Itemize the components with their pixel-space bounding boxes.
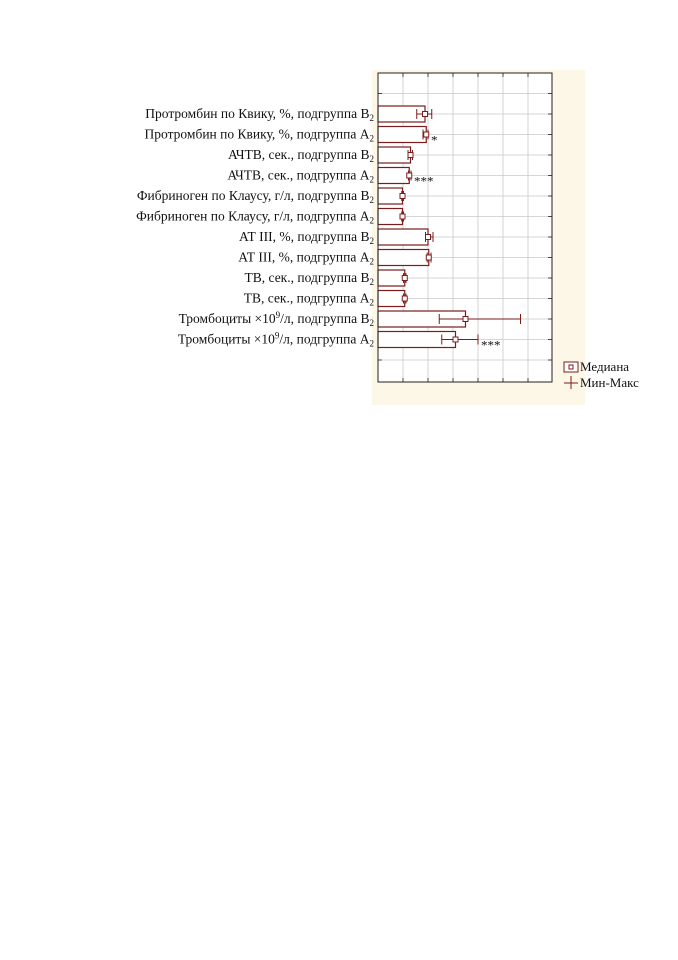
y-tick-label: АТ III, %, подгруппа $A_2$ bbox=[238, 249, 374, 267]
significance-label: *** bbox=[481, 337, 501, 353]
significance-label: *** bbox=[414, 173, 434, 189]
y-tick-label: Протромбин по Квику, %, подгруппа $A_2$ bbox=[144, 126, 374, 144]
median-point bbox=[453, 337, 458, 342]
y-tick-label: Тромбоциты $\times 10^9/л$, подгруппа $A_2$ bbox=[177, 330, 374, 349]
bar-median bbox=[378, 127, 426, 143]
median-point bbox=[407, 173, 412, 178]
legend-median-point bbox=[569, 365, 573, 369]
bar-median bbox=[378, 270, 405, 286]
y-tick-label: ТВ, сек., подгруппа $B_2$ bbox=[244, 270, 374, 287]
bar-median bbox=[378, 147, 411, 163]
y-tick-label: АТ III, %, подгруппа $B_2$ bbox=[238, 229, 374, 246]
bar-median bbox=[378, 188, 403, 204]
median-point bbox=[423, 112, 428, 117]
bar-median bbox=[378, 209, 403, 225]
bar-median bbox=[378, 229, 428, 245]
y-tick-label: Протромбин по Квику, %, подгруппа $B_2$ bbox=[145, 106, 374, 123]
legend-label: Медиана bbox=[580, 359, 630, 374]
y-tick-label: АЧТВ, сек., подгруппа $A_2$ bbox=[227, 167, 374, 185]
median-point bbox=[400, 214, 405, 219]
y-tick-label: Тромбоциты $\times 10^9/л$, подгруппа $B_2$ bbox=[178, 310, 374, 328]
median-point bbox=[402, 296, 407, 301]
y-tick-label: АЧТВ, сек., подгруппа $B_2$ bbox=[228, 147, 374, 164]
bar-median bbox=[378, 168, 409, 184]
median-point bbox=[426, 235, 431, 240]
median-point bbox=[400, 194, 405, 199]
y-tick-label: ТВ, сек., подгруппа $A_2$ bbox=[243, 290, 374, 308]
median-point bbox=[463, 317, 468, 322]
median-point bbox=[402, 276, 407, 281]
y-tick-label: Фибриноген по Клаусу, г/л, подгруппа $A_2$ bbox=[136, 208, 374, 226]
bar-median bbox=[378, 250, 429, 266]
significance-label: * bbox=[431, 132, 438, 148]
bar-median bbox=[378, 291, 405, 307]
median-point bbox=[408, 153, 413, 158]
median-point bbox=[426, 255, 431, 260]
legend-label: Мин-Макс bbox=[580, 375, 639, 390]
median-point bbox=[424, 132, 429, 137]
y-tick-label: Фибриноген по Клаусу, г/л, подгруппа $B_2$ bbox=[136, 188, 374, 205]
